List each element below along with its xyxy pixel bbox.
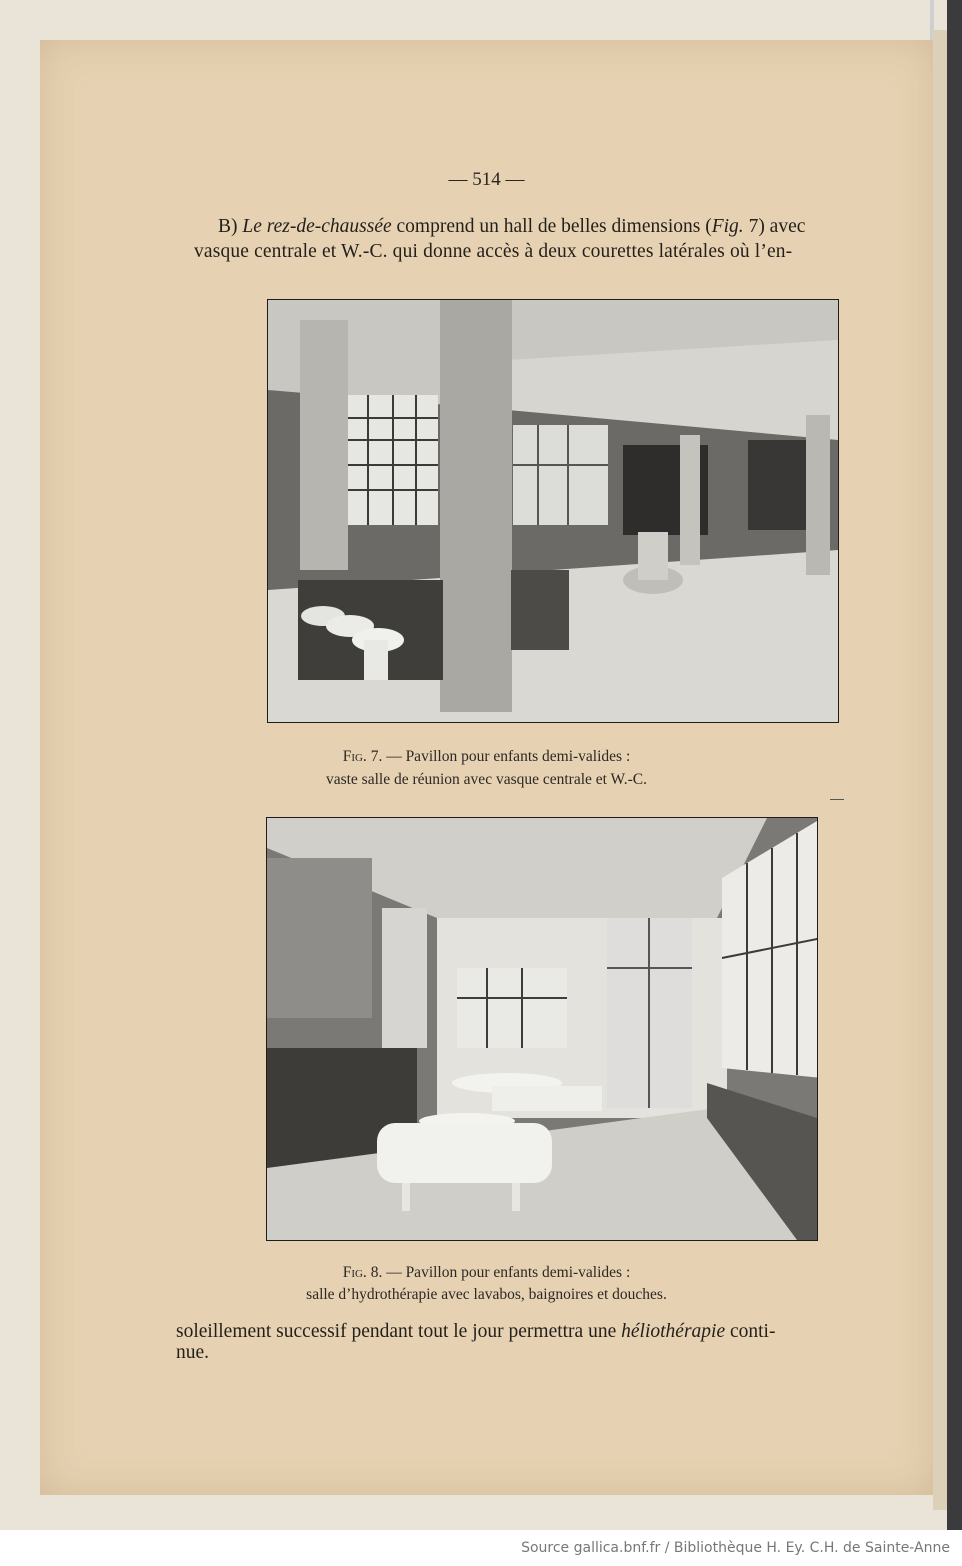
book-page <box>40 40 933 1495</box>
figure-8-photo <box>266 817 818 1241</box>
margin-dash <box>830 799 844 800</box>
intro-fig-num: 7) avec <box>743 216 806 237</box>
intro-fig-ref: Fig. <box>711 216 744 237</box>
next-page-edge <box>933 30 947 1510</box>
figure-7-photo <box>267 299 839 723</box>
figure-8-title: 8. — Pavillon pour enfants demi-valides : <box>366 1264 631 1281</box>
source-footer: Source gallica.bnf.fr / Bibliothèque H. Ey. C.H. de Sainte-Anne <box>521 1540 950 1556</box>
book-binding <box>947 0 962 1530</box>
closing-line-2: nue. <box>176 1342 210 1363</box>
figure-8-caption-title <box>40 1264 933 1282</box>
figure-7-caption-title <box>40 748 933 766</box>
page-number: — 514 — <box>448 169 525 190</box>
figure-7-caption-subtitle: vaste salle de réunion avec vasque centrale et W.-C. <box>325 771 648 788</box>
closing-line-1 <box>176 1321 775 1343</box>
figure-8-label: Fig. <box>342 1264 367 1281</box>
figure-8-caption-subtitle: salle d’hydrothérapie avec lavabos, baignoires et douches. <box>306 1286 667 1303</box>
figure-7-title: 7. — Pavillon pour enfants demi-valides : <box>366 748 631 765</box>
intro-emphasis: Le rez-de-chaussée <box>242 216 392 237</box>
closing-end: conti- <box>725 1321 776 1342</box>
intro-middle: comprend un hall de belles dimensions ( <box>391 216 712 237</box>
closing-emphasis: héliothérapie <box>621 1321 726 1342</box>
intro-line-1 <box>218 216 805 238</box>
intro-line-2: vasque centrale et W.-C. qui donne accès à deux courettes latérales où l’en- <box>194 241 793 262</box>
intro-prefix: B) <box>218 216 243 237</box>
closing-start: soleillement successif pendant tout le jour permettra une <box>176 1321 622 1342</box>
figure-7-label: Fig. <box>342 748 367 765</box>
